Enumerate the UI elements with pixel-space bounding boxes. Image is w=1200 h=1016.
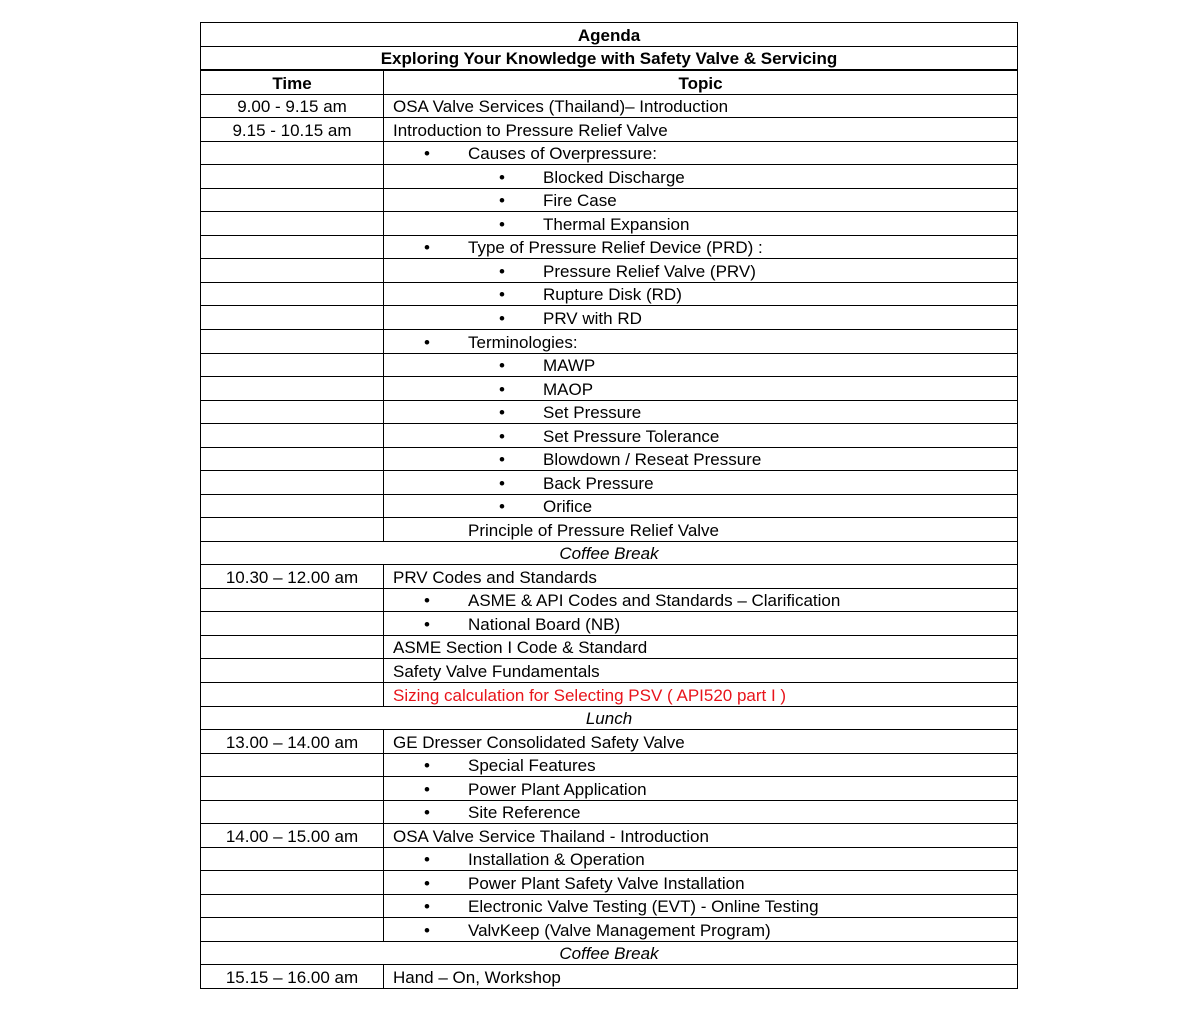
bullet-icon: • [424,332,430,352]
topic-cell [384,330,1018,354]
topic-text: Set Pressure [543,403,642,423]
bullet-icon: • [424,803,430,823]
break-label: Lunch [201,706,1018,730]
bullet-icon: • [499,379,505,399]
bullet-icon: • [424,873,430,893]
bullet-icon: • [424,756,430,776]
agenda-row [201,141,1018,165]
time-cell [201,588,384,612]
agenda-row [201,424,1018,448]
agenda-row [201,894,1018,918]
agenda-table [200,22,1017,989]
topic-cell [384,588,1018,612]
topic-cell [384,282,1018,306]
bullet-icon: • [424,144,430,164]
topic-cell [384,824,1018,848]
bullet-icon: • [499,356,505,376]
agenda-row [201,612,1018,636]
time-cell [201,400,384,424]
topic-cell [384,612,1018,636]
topic-text: Sizing calculation for Selecting PSV ( API520 part I ) [393,685,787,705]
topic-cell [384,306,1018,330]
agenda-row [201,518,1018,542]
topic-cell [384,400,1018,424]
topic-cell [384,494,1018,518]
time-cell [201,682,384,706]
time-cell: 15.15 – 16.00 am [201,965,384,989]
topic-text: MAWP [543,356,596,376]
agenda-row [201,659,1018,683]
agenda-row [201,847,1018,871]
topic-text: Special Features [468,756,596,776]
bullet-icon: • [424,238,430,258]
topic-cell [384,753,1018,777]
time-cell [201,659,384,683]
break-row [201,706,1018,730]
bullet-icon: • [499,309,505,329]
topic-text: ASME & API Codes and Standards – Clarification [468,591,841,611]
topic-cell [384,894,1018,918]
topic-text: Type of Pressure Relief Device (PRD) : [468,238,763,258]
topic-text: PRV Codes and Standards [393,567,597,587]
bullet-icon: • [424,850,430,870]
agenda-row [201,306,1018,330]
agenda-row [201,753,1018,777]
bullet-icon: • [499,497,505,517]
agenda-row [201,824,1018,848]
topic-text: Orifice [543,497,593,517]
agenda-row [201,588,1018,612]
topic-text: Site Reference [468,803,581,823]
time-cell [201,471,384,495]
topic-cell [384,377,1018,401]
topic-text: Fire Case [543,191,617,211]
topic-text: Terminologies: [468,332,578,352]
agenda-row [201,377,1018,401]
bullet-icon: • [499,426,505,446]
agenda-row [201,565,1018,589]
topic-cell [384,447,1018,471]
bullet-icon: • [499,191,505,211]
agenda-subtitle: Exploring Your Knowledge with Safety Valve & Servicing [201,46,1018,70]
break-row [201,941,1018,965]
bullet-icon: • [499,450,505,470]
topic-text: Causes of Overpressure: [468,144,657,164]
time-cell [201,282,384,306]
topic-cell [384,965,1018,989]
time-cell [201,635,384,659]
topic-cell [384,635,1018,659]
agenda-row [201,165,1018,189]
column-header-topic: Topic [384,71,1018,95]
bullet-icon: • [424,779,430,799]
topic-cell [384,94,1018,118]
time-cell: 9.00 - 9.15 am [201,94,384,118]
topic-text: Rupture Disk (RD) [543,285,682,305]
topic-cell [384,730,1018,754]
time-cell [201,894,384,918]
agenda-row [201,94,1018,118]
subtitle-row [201,46,1018,70]
agenda-row [201,965,1018,989]
topic-cell [384,871,1018,895]
topic-cell [384,800,1018,824]
time-cell [201,330,384,354]
time-cell: 9.15 - 10.15 am [201,118,384,142]
agenda-row [201,400,1018,424]
bullet-icon: • [499,285,505,305]
title-row [201,23,1018,47]
agenda-row [201,447,1018,471]
topic-cell [384,188,1018,212]
topic-cell [384,235,1018,259]
time-cell [201,424,384,448]
agenda-row [201,800,1018,824]
topic-cell [384,847,1018,871]
bullet-icon: • [424,920,430,940]
agenda-row [201,871,1018,895]
agenda-row [201,494,1018,518]
time-cell [201,494,384,518]
agenda-row [201,235,1018,259]
time-cell: 10.30 – 12.00 am [201,565,384,589]
topic-cell [384,518,1018,542]
topic-text: ASME Section I Code & Standard [393,638,648,658]
topic-text: ValvKeep (Valve Management Program) [468,920,771,940]
topic-cell [384,777,1018,801]
topic-text: GE Dresser Consolidated Safety Valve [393,732,685,752]
time-cell [201,212,384,236]
topic-cell [384,471,1018,495]
topic-cell [384,141,1018,165]
time-cell [201,518,384,542]
time-cell [201,377,384,401]
agenda-row [201,777,1018,801]
agenda-row [201,282,1018,306]
agenda-row [201,635,1018,659]
topic-text: National Board (NB) [468,614,621,634]
time-cell [201,918,384,942]
bullet-icon: • [499,403,505,423]
agenda-row [201,330,1018,354]
bullet-icon: • [499,473,505,493]
topic-text: MAOP [543,379,594,399]
time-cell [201,800,384,824]
topic-text: Installation & Operation [468,850,645,870]
bullet-icon: • [424,614,430,634]
topic-cell [384,212,1018,236]
topic-text: Power Plant Application [468,779,647,799]
topic-text: OSA Valve Services (Thailand)– Introduction [393,97,729,117]
bullet-icon: • [499,261,505,281]
topic-cell [384,682,1018,706]
topic-text: OSA Valve Service Thailand - Introduction [393,826,709,846]
topic-text: Blowdown / Reseat Pressure [543,450,762,470]
topic-cell [384,659,1018,683]
topic-text: Pressure Relief Valve (PRV) [543,261,756,281]
topic-text: Electronic Valve Testing (EVT) - Online Testing [468,897,819,917]
agenda-title: Agenda [201,23,1018,47]
topic-text: PRV with RD [543,309,642,329]
agenda-row [201,471,1018,495]
topic-text: Hand – On, Workshop [393,968,561,987]
topic-cell [384,424,1018,448]
agenda-row [201,118,1018,142]
bullet-icon: • [424,591,430,611]
topic-text: Principle of Pressure Relief Valve [468,520,720,540]
agenda-row [201,353,1018,377]
time-cell [201,306,384,330]
topic-cell [384,165,1018,189]
topic-cell [384,259,1018,283]
agenda-row [201,682,1018,706]
time-cell [201,235,384,259]
agenda-row [201,188,1018,212]
topic-text: Safety Valve Fundamentals [393,661,600,681]
bullet-icon: • [499,214,505,234]
agenda-row [201,259,1018,283]
time-cell: 13.00 – 14.00 am [201,730,384,754]
topic-text: Set Pressure Tolerance [543,426,720,446]
topic-text: Introduction to Pressure Relief Valve [393,120,668,140]
bullet-icon: • [499,167,505,187]
agenda-row [201,730,1018,754]
time-cell [201,753,384,777]
topic-text: Back Pressure [543,473,654,493]
time-cell [201,165,384,189]
column-header-row [201,71,1018,95]
topic-text: Thermal Expansion [543,214,690,234]
topic-cell [384,565,1018,589]
time-cell [201,612,384,636]
time-cell [201,777,384,801]
topic-text: Power Plant Safety Valve Installation [468,873,745,893]
bullet-icon: • [424,897,430,917]
time-cell [201,847,384,871]
time-cell [201,353,384,377]
topic-text: Blocked Discharge [543,167,685,187]
agenda-row [201,212,1018,236]
time-cell [201,447,384,471]
time-cell [201,871,384,895]
time-cell [201,188,384,212]
column-header-time: Time [201,71,384,95]
time-cell: 14.00 – 15.00 am [201,824,384,848]
topic-cell [384,918,1018,942]
break-label: Coffee Break [201,541,1018,565]
agenda-row [201,918,1018,942]
topic-cell [384,353,1018,377]
break-row [201,541,1018,565]
topic-cell [384,118,1018,142]
break-label: Coffee Break [201,941,1018,965]
time-cell [201,141,384,165]
time-cell [201,259,384,283]
